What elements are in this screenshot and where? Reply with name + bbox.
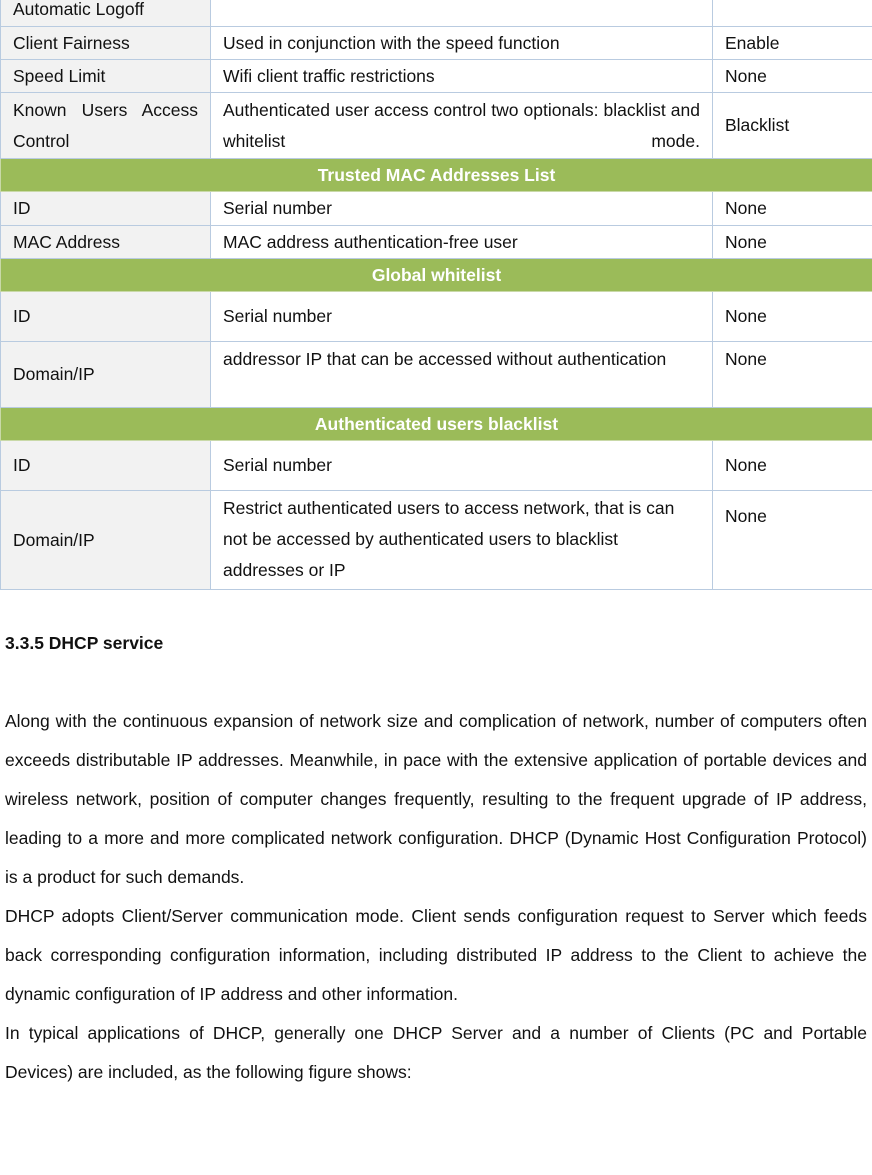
row-description: Restrict authenticated users to access network, that is can not be accessed by authenticated users to blacklist addresses or IP [211, 491, 713, 590]
table-row [1, 292, 872, 342]
row-value: Enable [713, 27, 872, 60]
row-value: None [713, 292, 872, 342]
paragraph: DHCP adopts Client/Server communication mode. Client sends configuration request to Server which feeds back corresponding configuration information, including distributed IP address to the Client to achieve the dynamic configuration of IP address and other information. [5, 906, 867, 1004]
table-row [1, 60, 872, 93]
table-row [1, 441, 872, 491]
row-description: Serial number [211, 292, 713, 342]
section-header-row [1, 259, 872, 292]
row-description: Serial number [211, 441, 713, 491]
section-title: Global whitelist [1, 259, 872, 292]
table-row [1, 93, 872, 159]
row-value: None [713, 342, 872, 408]
paragraph: In typical applications of DHCP, generally one DHCP Server and a number of Clients (PC and Portable Devices) are included, as the following figure shows: [5, 1023, 867, 1082]
table-row [1, 192, 872, 226]
row-description: Authenticated user access control two optionals: blacklist and whitelist mode. [211, 93, 713, 159]
section-header-row [1, 159, 872, 192]
row-name: ID [1, 292, 211, 342]
section-title: Trusted MAC Addresses List [1, 159, 872, 192]
row-value: Blacklist [713, 93, 872, 159]
row-description [211, 0, 713, 27]
paragraph: Along with the continuous expansion of network size and complication of network, number of computers often exceeds distributable IP addresses. Meanwhile, in pace with the extensive application of portable devices and wireless network, position of computer changes frequently, resulting to the frequent upgrade of IP address, leading to a more and more complicated network configuration. DHCP (Dynamic Host Configuration Protocol) is a product for such demands. [5, 711, 867, 887]
body-text [5, 702, 867, 1092]
row-name: ID [1, 441, 211, 491]
row-name: Automatic Logoff [1, 0, 211, 27]
row-name: Domain/IP [1, 491, 211, 590]
row-name: ID [1, 192, 211, 226]
table-row [1, 491, 872, 590]
row-description: MAC address authentication-free user [211, 226, 713, 259]
row-name: Domain/IP [1, 342, 211, 408]
row-value: None [713, 491, 872, 590]
section-header-row [1, 408, 872, 441]
row-name: Speed Limit [1, 60, 211, 93]
row-value: None [713, 226, 872, 259]
row-value: None [713, 192, 872, 226]
row-description: Serial number [211, 192, 713, 226]
row-description: Wifi client traffic restrictions [211, 60, 713, 93]
table-row [1, 27, 872, 60]
table-row [1, 0, 872, 27]
row-name: Client Fairness [1, 27, 211, 60]
row-description: Used in conjunction with the speed function [211, 27, 713, 60]
row-name: Known Users Access Control [1, 93, 211, 159]
row-value: None [713, 60, 872, 93]
section-title: Authenticated users blacklist [1, 408, 872, 441]
table-row [1, 226, 872, 259]
table-row [1, 342, 872, 408]
row-value: None [713, 441, 872, 491]
row-name: MAC Address [1, 226, 211, 259]
section-heading: 3.3.5 DHCP service [5, 633, 164, 653]
row-value [713, 0, 872, 27]
row-description: addressor IP that can be accessed without authentication [211, 342, 713, 408]
